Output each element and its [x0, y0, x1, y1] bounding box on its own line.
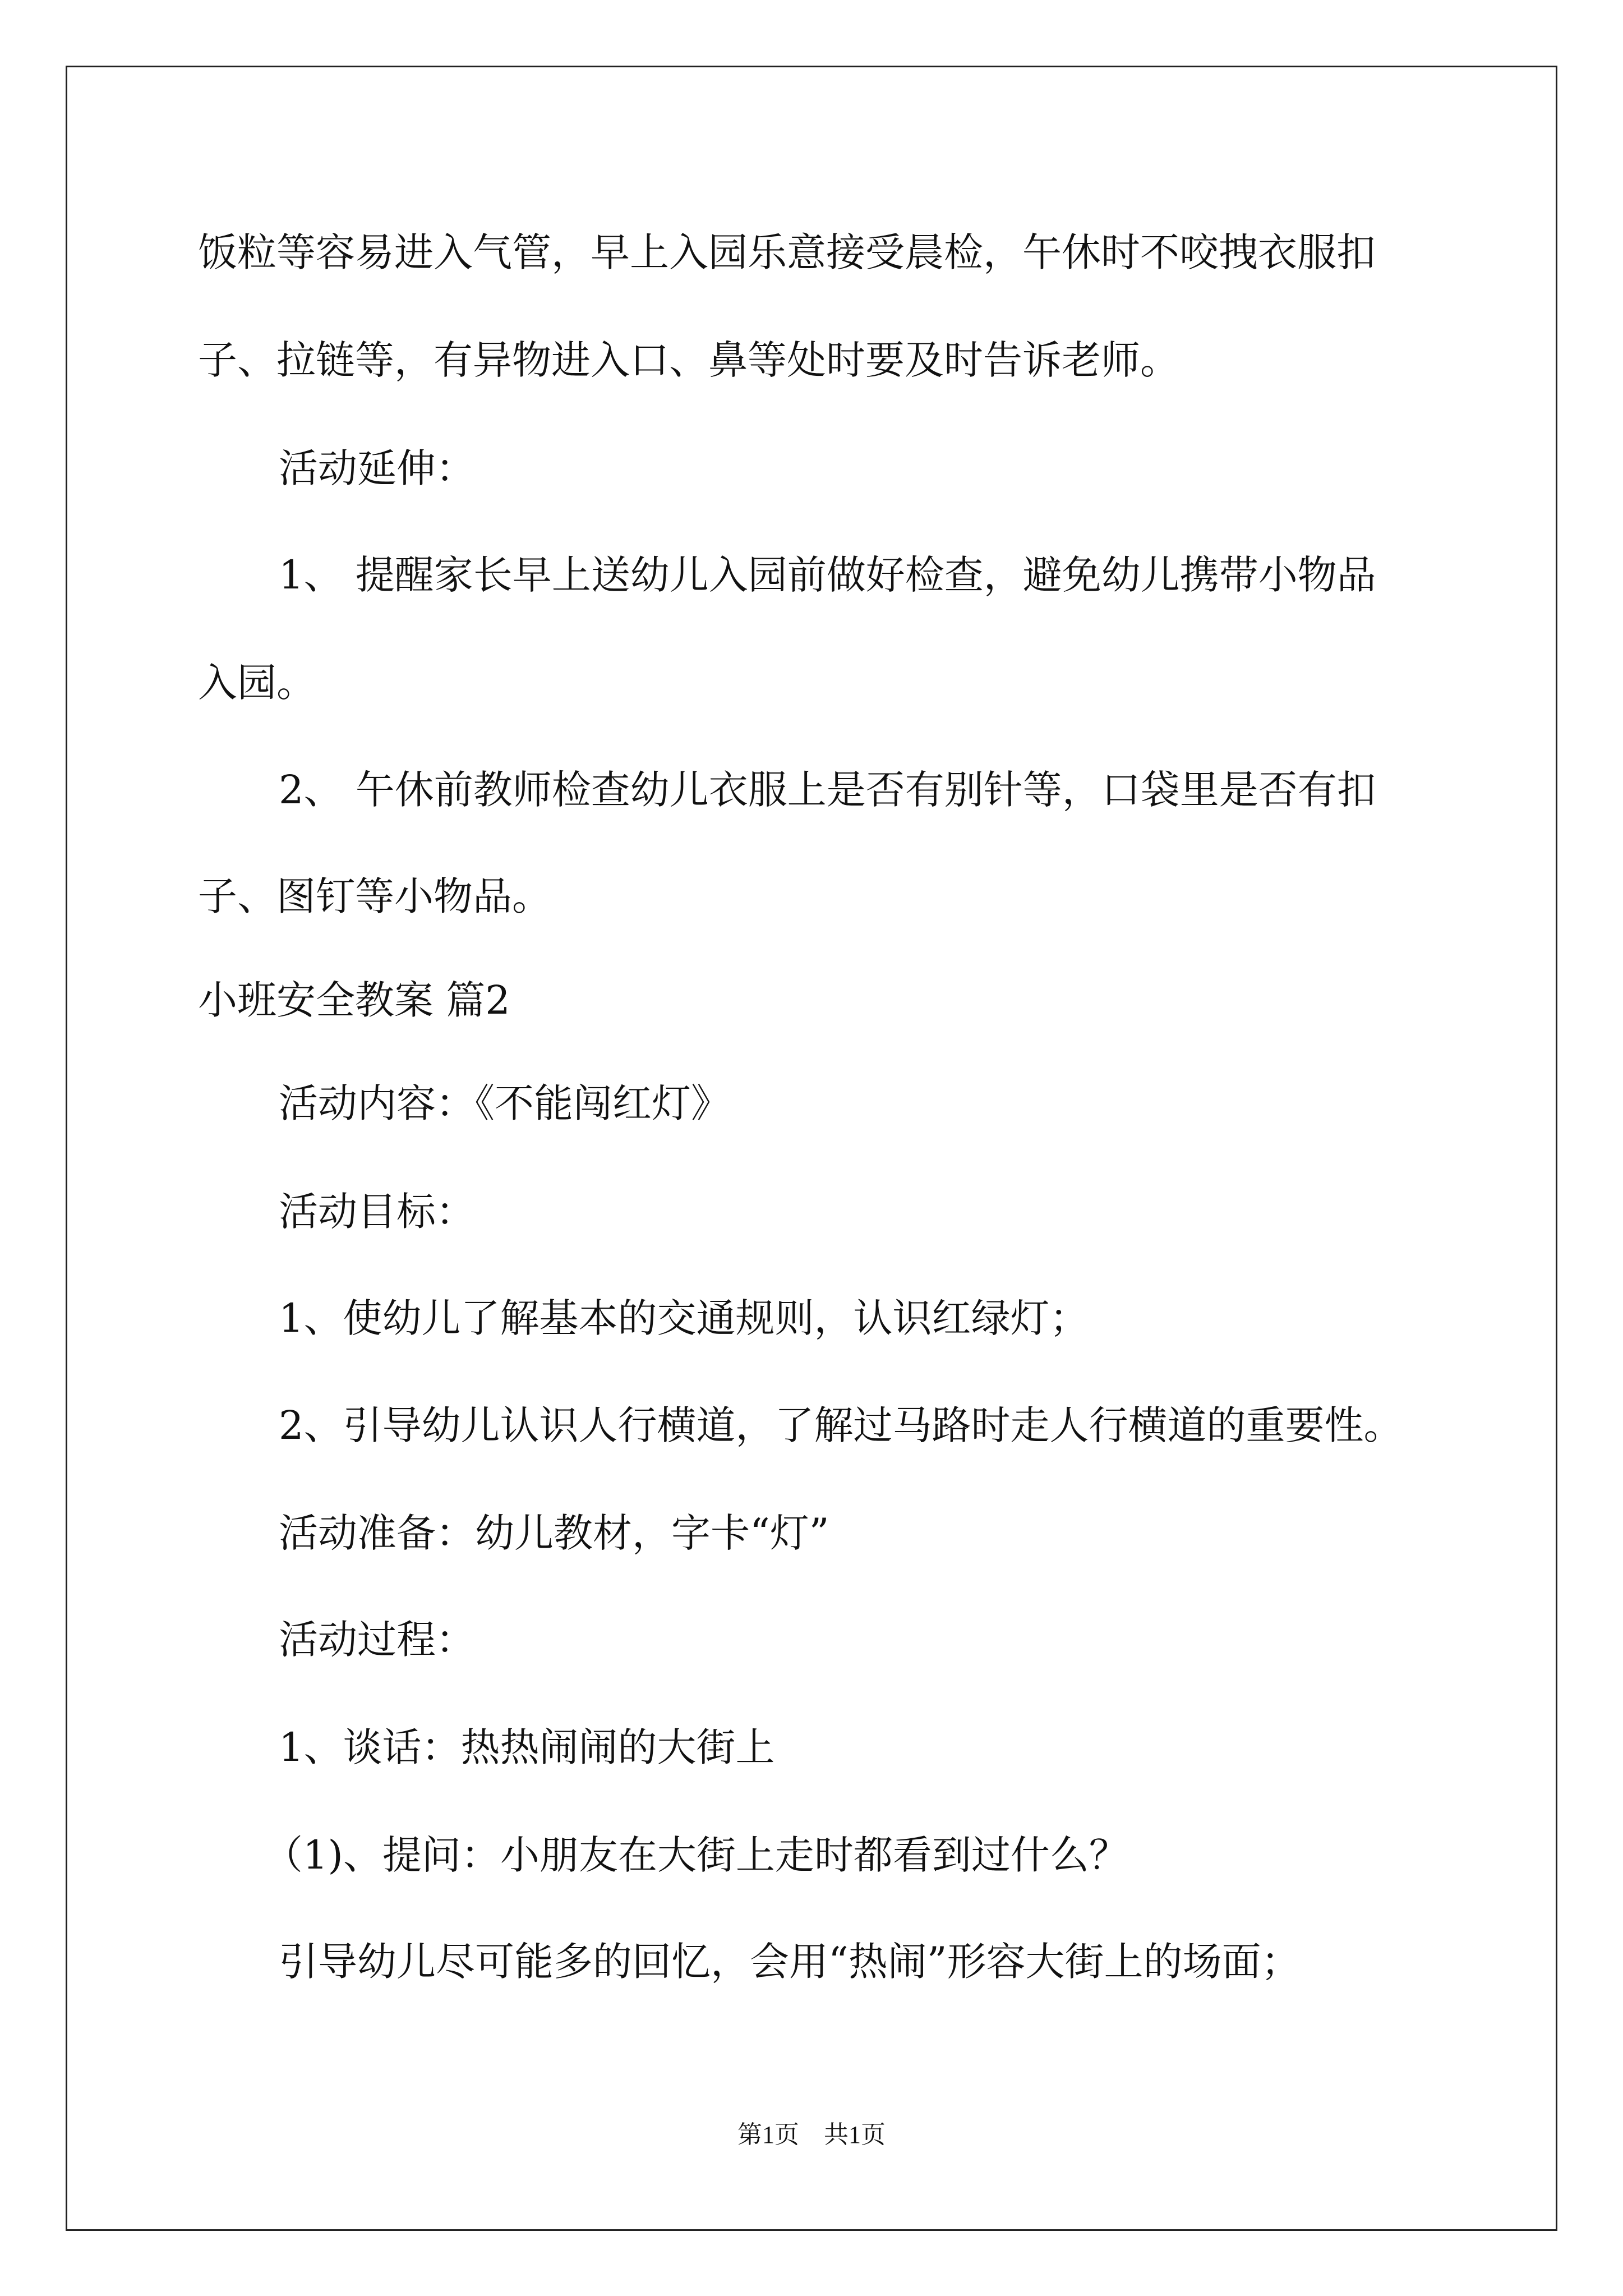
text-line: （1)、提问：小朋友在大街上走时都看到过什么？: [264, 1832, 1128, 1878]
text-line: 活动过程：: [279, 1617, 475, 1663]
text-line: 子、图钉等小物品。: [198, 873, 551, 919]
text-line: 1、谈话：热热闹闹的大街上: [279, 1724, 775, 1770]
text-line: 1、使幼儿了解基本的交通规则，认识红绿灯；: [279, 1295, 1089, 1341]
text-line: 活动目标：: [279, 1189, 475, 1235]
text-line: 子、拉链等，有异物进入口、鼻等处时要及时告诉老师。: [198, 337, 1179, 383]
page-footer: 第1页 共1页: [737, 2121, 886, 2148]
text-line: 活动延伸：: [279, 445, 475, 491]
text-line: 引导幼儿尽可能多的回忆，会用“热闹”形容大街上的场面；: [279, 1939, 1301, 1985]
text-line: 入园。: [198, 660, 316, 706]
text-line: 活动准备：幼儿教材，字卡“灯”: [279, 1510, 829, 1556]
section-heading: 小班安全教案 篇2: [198, 977, 510, 1023]
text-line: 活动内容：《不能闯红灯》: [279, 1080, 730, 1126]
text-line: 饭粒等容易进入气管，早上入园乐意接受晨检，午休时不咬拽衣服扣: [198, 229, 1376, 275]
text-line: 1、 提醒家长早上送幼儿入园前做好检查，避免幼儿携带小物品: [279, 552, 1376, 598]
text-line: 2、引导幼儿认识人行横道，了解过马路时走人行横道的重要性。: [279, 1402, 1403, 1448]
text-line: 2、 午休前教师检查幼儿衣服上是否有别针等，口袋里是否有扣: [279, 767, 1376, 813]
page-border: [66, 66, 1557, 2231]
